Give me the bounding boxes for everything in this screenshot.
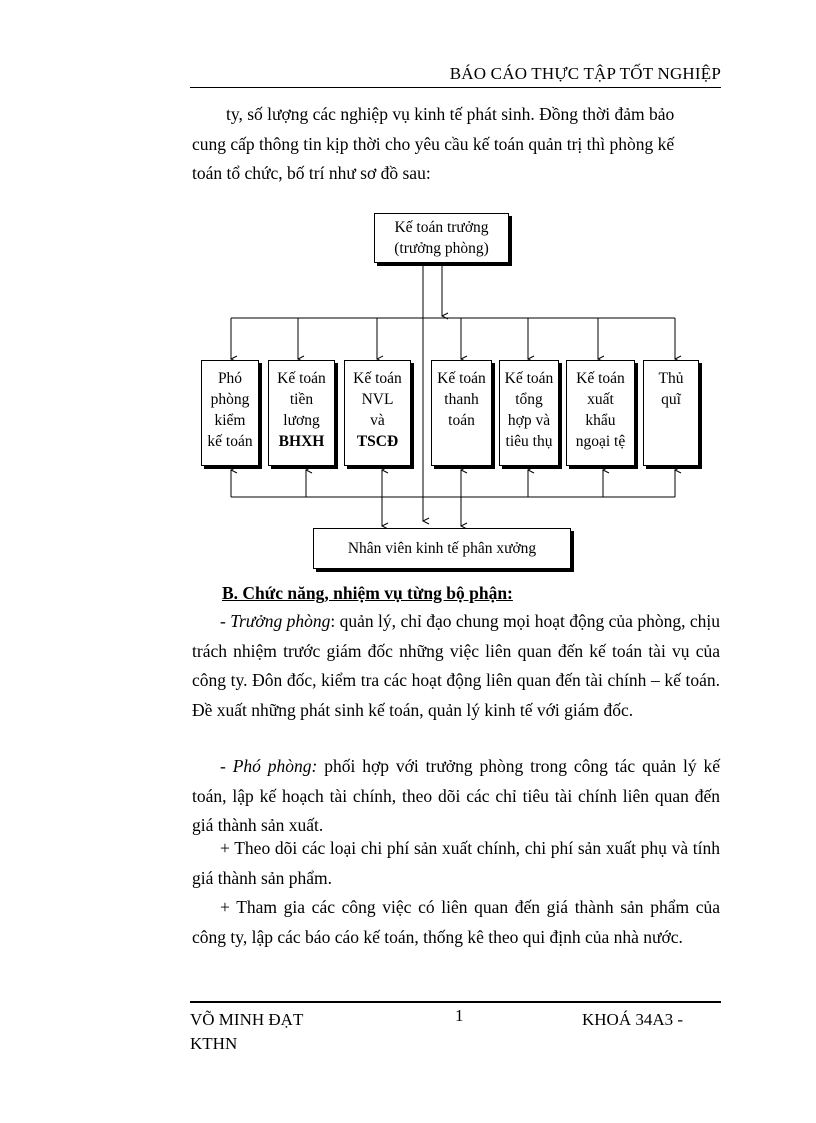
box-salary-line-1: Kế toán	[277, 370, 326, 387]
box-payment-line-1: Kế toán	[437, 370, 486, 387]
footer-author-1: VÕ MINH ĐẠT	[190, 1010, 304, 1029]
box-general-line-1: Kế toán	[504, 370, 554, 387]
pho-phong-label: Phó phòng:	[232, 756, 318, 776]
duty-bullet-1	[192, 834, 720, 893]
footer-author-2: KTHN	[190, 1034, 238, 1053]
box-general-line-3: hợp và	[507, 412, 551, 429]
box-export	[566, 360, 635, 466]
box-materials-line-1: Kế toán	[353, 370, 402, 387]
footer-rule	[190, 1001, 721, 1003]
chief-line-1: Kế toán trưởng	[394, 219, 489, 236]
box-deputy-line-2: phòng	[210, 391, 250, 408]
page-header-title: BÁO CÁO THỰC TẬP TỐT NGHIỆP	[449, 64, 721, 83]
box-payment	[431, 360, 492, 466]
pho-phong-text: phối hợp với trưởng phòng trong công tác quản lý kế toán, lập kế hoạch tài chính, theo dõi các chỉ tiêu tài chính liên quan đến giá thành sản xuất.	[192, 756, 720, 835]
duty-pho-phong: - Phó phòng: phối hợp với trưởng phòng trong công tác quản lý kế toán, lập kế hoạch tài chính, theo dõi các chỉ tiêu tài chính liên quan đến giá thành sản xuất.	[192, 756, 720, 835]
box-export-line-4: ngoại tệ	[575, 433, 626, 450]
box-payment-line-3: toán	[448, 412, 475, 429]
box-general	[499, 360, 559, 466]
box-deputy-line-3: kiểm	[214, 412, 246, 429]
intro-paragraph	[192, 100, 720, 189]
chief-accountant-box	[374, 213, 509, 263]
footer-class: KHOÁ 34A3 -	[582, 1010, 684, 1029]
box-salary-line-2: tiền	[289, 391, 314, 408]
box-deputy-line-4: kế toán	[207, 433, 253, 450]
intro-line-1-text: ty, số lượng các nghiệp vụ kinh tế phát sinh. Đồng thời đảm bảo	[226, 104, 675, 124]
box-materials-bold: TSCĐ	[356, 433, 399, 450]
box-materials	[344, 360, 411, 466]
truong-phong-text: : quản lý, chỉ đạo chung mọi hoạt động của phòng, chịu trách nhiệm trước giám đốc những việc liên quan đến kế toán tài vụ của công ty. Đôn đốc, kiểm tra các hoạt động liên quan đến tài chính – kế toán. Đề xuất những phát sinh kế toán, quản lý kinh tế với giám đốc.	[192, 611, 720, 720]
box-treasurer-line-2: quĩ	[661, 391, 681, 408]
box-general-line-2: tổng	[515, 391, 543, 408]
duty-bullet-2	[192, 893, 720, 952]
footer-page-number: 1	[455, 1006, 464, 1025]
bullet-1-text: + Theo dõi các loại chi phí sản xuất chính, chi phí sản xuất phụ và tính giá thành sản phẩm.	[192, 838, 720, 888]
box-materials-line-3: và	[370, 412, 385, 429]
box-salary	[268, 360, 335, 466]
box-salary-line-3: lương	[283, 412, 320, 429]
duty-truong-phong: - Trưởng phòng: quản lý, chỉ đạo chung mọi hoạt động của phòng, chịu trách nhiệm trước giám đốc những việc liên quan đến kế toán tài vụ của công ty. Đôn đốc, kiểm tra các hoạt động liên quan đến tài chính – kế toán. Đề xuất những phát sinh kế toán, quản lý kinh tế với giám đốc.	[192, 611, 720, 720]
box-treasurer	[643, 360, 699, 466]
workshop-staff-label: Nhân viên kinh tế phân xưởng	[347, 540, 537, 557]
box-general-line-4: tiêu thụ	[505, 433, 553, 450]
box-export-line-2: xuất	[587, 391, 614, 408]
box-salary-bold: BHXH	[278, 433, 325, 450]
intro-line-2: cung cấp thông tin kịp thời cho yêu cầu kế toán quản trị thì phòng kế	[192, 133, 675, 154]
header-rule	[190, 87, 721, 88]
box-export-line-3: khẩu	[585, 412, 616, 429]
section-heading: B. Chức năng, nhiệm vụ từng bộ phận:	[222, 583, 513, 603]
box-payment-line-2: thanh	[444, 391, 479, 408]
chief-line-2: (trưởng phòng)	[394, 240, 489, 257]
box-deputy	[201, 360, 259, 466]
bullet-2-text: + Tham gia các công việc có liên quan đến giá thành sản phẩm của công ty, lập các báo cáo kế toán, thống kê theo qui định của nhà nước.	[192, 897, 720, 947]
box-deputy-line-1: Phó	[217, 370, 243, 387]
intro-line-3: toán tổ chức, bố trí như sơ đồ sau:	[192, 163, 431, 183]
workshop-staff-box	[313, 528, 571, 569]
intro-line-1	[192, 100, 720, 130]
box-treasurer-line-1: Thủ	[658, 370, 684, 387]
truong-phong-label: Trưởng phòng	[230, 611, 331, 631]
box-export-line-1: Kế toán	[576, 370, 625, 387]
box-materials-line-2: NVL	[361, 391, 394, 408]
